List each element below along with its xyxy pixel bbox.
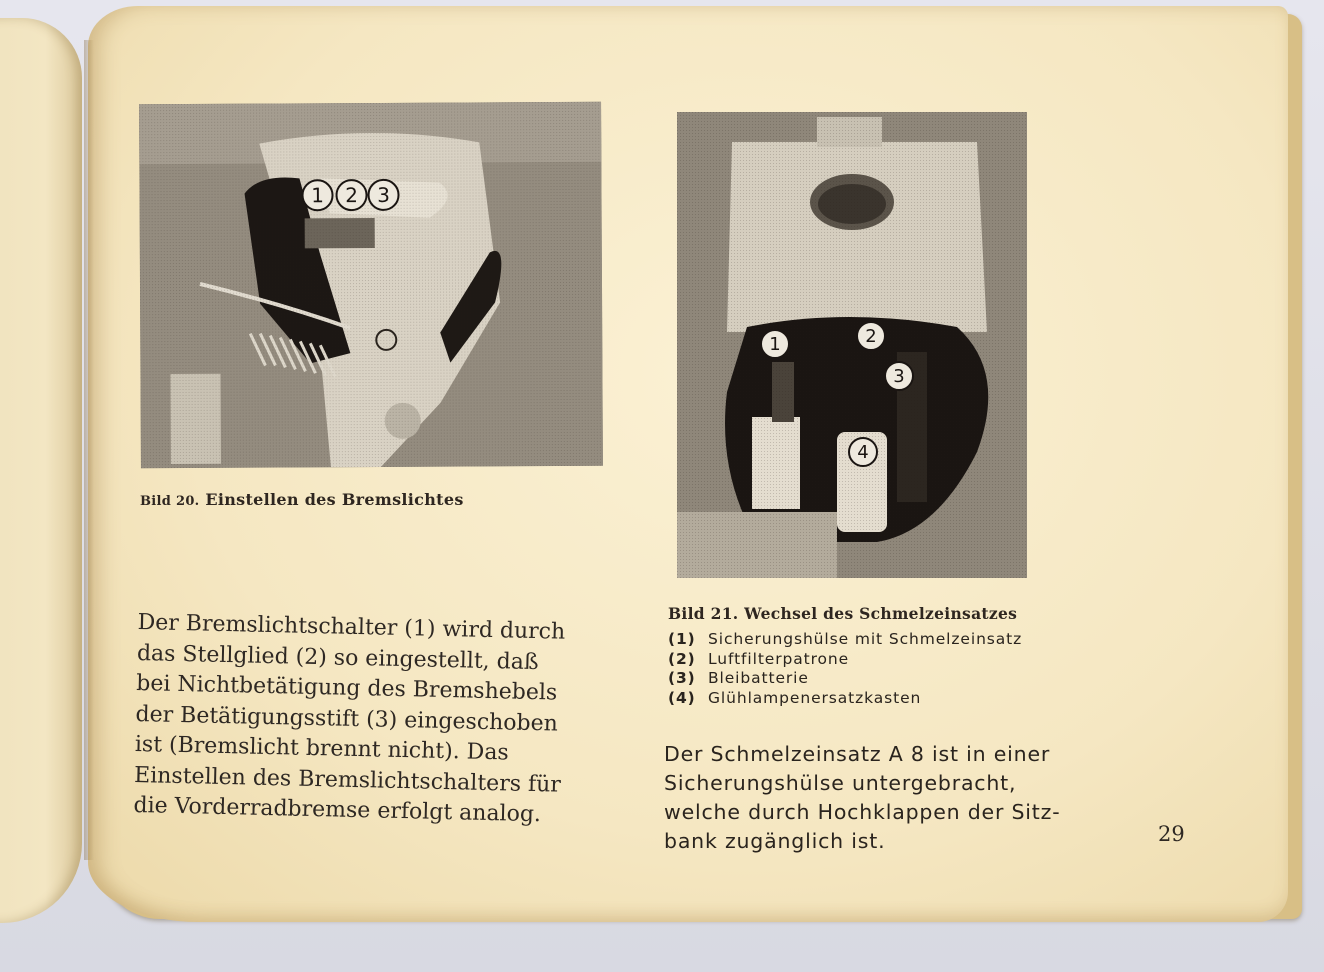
figure-20-caption	[140, 490, 464, 509]
right-body-paragraph	[664, 740, 1124, 856]
page-gutter-shadow	[84, 40, 94, 860]
figure-21-legend	[668, 630, 1022, 708]
text-line: Einstellen des Bremslichtschalters für	[133, 762, 562, 798]
figure-20-title: Einstellen des Bremslichtes	[205, 490, 464, 509]
svg-text:2: 2	[345, 183, 358, 208]
svg-text:1: 1	[769, 334, 781, 355]
legend-item	[668, 650, 1022, 670]
legend-label: Bleibatterie	[708, 669, 809, 687]
text-line: welche durch Hochklappen der Sitz-	[664, 800, 1061, 824]
text-line: das Stellglied (2) so eingestellt, daß	[136, 640, 539, 675]
svg-text:4: 4	[857, 442, 869, 463]
legend-item	[668, 689, 1022, 709]
left-facing-page	[0, 18, 82, 923]
svg-text:2: 2	[865, 326, 877, 347]
svg-text:3: 3	[893, 366, 905, 387]
figure-21-photo	[677, 112, 1027, 578]
figure-20-markers	[302, 180, 398, 211]
legend-index: (1)	[668, 630, 696, 648]
brake-light-switch-photo	[139, 102, 603, 468]
legend-index: (3)	[668, 669, 696, 687]
figure-21-caption: Bild 21. Wechsel des Schmelzeinsatzes	[668, 604, 1018, 623]
svg-text:1: 1	[311, 183, 324, 208]
legend-label: Glühlampenersatzkasten	[708, 688, 922, 707]
text-line: Sicherungshülse untergebracht,	[664, 771, 1017, 795]
legend-label: Luftfilterpatrone	[708, 649, 850, 668]
text-line: der Betätigungsstift (3) eingeschoben	[135, 701, 559, 737]
left-body-paragraph	[133, 608, 608, 832]
figure-20-number: Bild 20.	[140, 494, 200, 509]
figure-20-photo	[139, 102, 603, 468]
legend-item	[668, 630, 1022, 650]
text-line: Der Schmelzeinsatz A 8 ist in einer	[664, 742, 1051, 766]
text-line: bei Nichtbetätigung des Bremshebels	[136, 670, 558, 706]
text-line: ist (Bremslicht brennt nicht). Das	[134, 731, 510, 766]
text-line: die Vorderradbremse erfolgt analog.	[133, 792, 542, 828]
text-line: Der Bremslichtschalter (1) wird durch	[137, 609, 566, 645]
legend-index: (2)	[668, 649, 696, 668]
legend-index: (4)	[668, 688, 696, 707]
legend-item	[668, 669, 1022, 689]
svg-text:3: 3	[377, 182, 390, 207]
page-number: 29	[1158, 822, 1185, 846]
text-line: bank zugänglich ist.	[664, 829, 886, 853]
legend-label: Sicherungshülse mit Schmelzeinsatz	[708, 630, 1023, 648]
fuse-compartment-photo	[677, 112, 1027, 578]
